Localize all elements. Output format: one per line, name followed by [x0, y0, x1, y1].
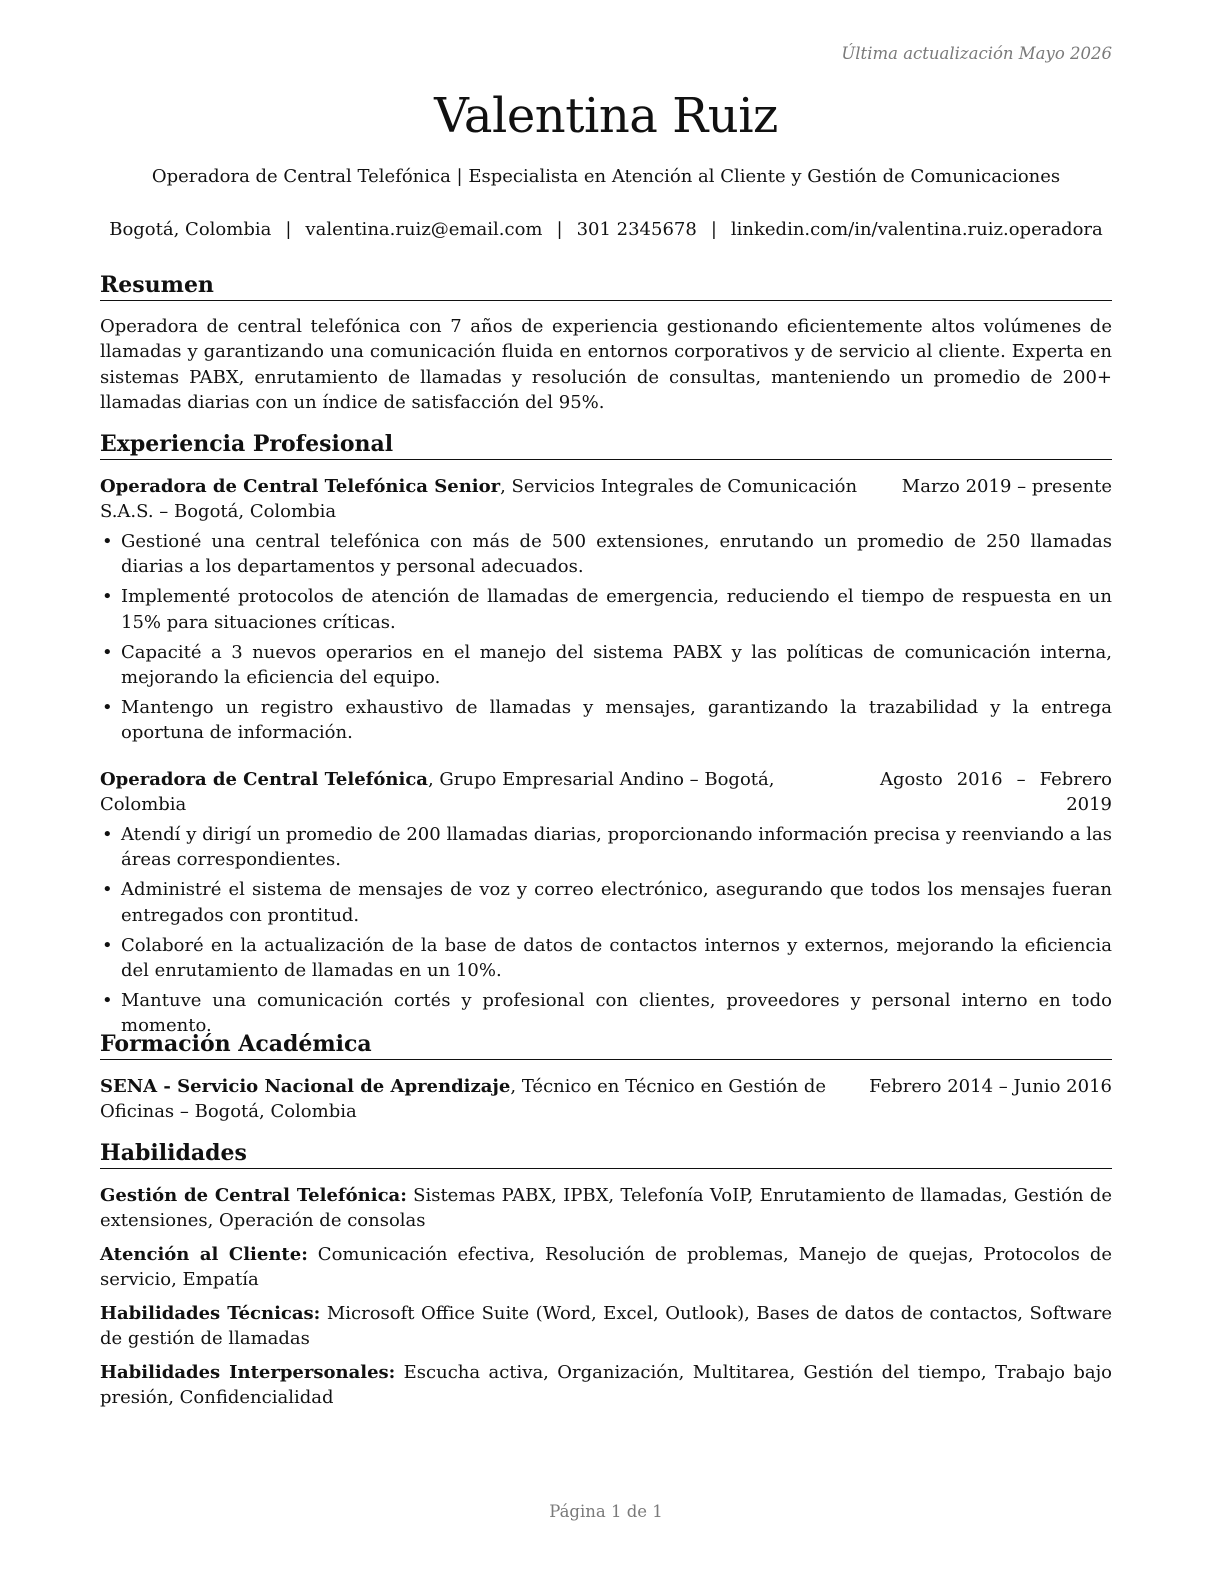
section-title-experience: Experiencia Profesional: [100, 430, 1112, 460]
contact-line: [100, 219, 1112, 240]
skill-group: [100, 1242, 1112, 1293]
contact-separator: |: [556, 219, 563, 240]
skill-group: [100, 1360, 1112, 1411]
skill-group-label: Atención al Cliente:: [100, 1244, 308, 1265]
job-company: , Grupo Empresarial Andino – Bogotá, Colombia: [100, 769, 775, 815]
skill-group-text: Sistemas PABX, IPBX, Telefonía VoIP, Enrutamiento de llamadas, Gestión de extensiones, Operación de consolas: [100, 1185, 1113, 1232]
list-item: • Mantuve una comunicación cortés y profesional con clientes, proveedores y personal interno en todo momento.: [102, 989, 1112, 1037]
page-number: Página 1 de 1: [549, 1502, 663, 1521]
job-dates: Agosto 2016 – Febrero 2019: [880, 769, 1112, 815]
contact-phone: 301 2345678: [576, 219, 697, 240]
resume-page: [100, 0, 1112, 1584]
bullet-icon: •: [102, 531, 113, 552]
contact-location: Bogotá, Colombia: [109, 219, 272, 240]
candidate-tagline: Operadora de Central Telefónica | Especialista en Atención al Cliente y Gestión de Comunicaciones: [151, 166, 1061, 187]
candidate-name: Valentina Ruiz: [434, 88, 778, 144]
skill-group-label: Gestión de Central Telefónica:: [100, 1185, 407, 1206]
section-title-summary: Resumen: [100, 271, 1112, 301]
bullet-icon: •: [102, 879, 113, 901]
education-entry: [100, 1074, 1112, 1124]
bullet-icon: •: [102, 641, 113, 663]
skill-group-text: Escucha activa, Organización, Multitarea, Gestión del tiempo, Trabajo bajo presión, Confidencialidad: [100, 1362, 1112, 1409]
list-item: • Colaboré en la actualización de la base de datos de contactos internos y externos, mejorando la eficiencia del enrutamiento de llamadas en un 10%.: [102, 934, 1112, 981]
list-item: • Implementé protocolos de atención de llamadas de emergencia, reduciendo el tiempo de respuesta en un 15% para situaciones críticas.: [102, 586, 1112, 633]
contact-separator: |: [710, 219, 717, 240]
job-company: , Servicios Integrales de Comunicación S.A.S. – Bogotá, Colombia: [100, 476, 858, 522]
skill-group: [100, 1301, 1112, 1352]
list-item: • Gestioné una central telefónica con más de 500 extensiones, enrutando un promedio de 250 llamadas diarias a los departamentos y personal adecuados.: [102, 531, 1112, 578]
skill-group-text: Microsoft Office Suite (Word, Excel, Outlook), Bases de datos de contactos, Software de gestión de llamadas: [100, 1303, 1113, 1350]
job-header: [100, 767, 1112, 817]
skill-group: [100, 1183, 1112, 1234]
education-institution: SENA - Servicio Nacional de Aprendizaje: [100, 1076, 511, 1097]
list-item: • Mantengo un registro exhaustivo de llamadas y mensajes, garantizando la trazabilidad y la entrega oportuna de información.: [102, 696, 1112, 744]
bullet-icon: •: [102, 586, 113, 608]
skill-group-label: Habilidades Técnicas:: [100, 1303, 321, 1324]
skill-group-label: Habilidades Interpersonales:: [100, 1362, 396, 1383]
job-role: Operadora de Central Telefónica: [100, 769, 428, 790]
education-degree: , Técnico en Técnico en Gestión de Oficinas – Bogotá, Colombia: [100, 1076, 826, 1122]
bullet-icon: •: [102, 696, 113, 718]
list-item: • Administré el sistema de mensajes de voz y correo electrónico, asegurando que todos los mensajes fueran entregados con prontitud.: [102, 879, 1112, 926]
last-updated-note: Última actualización Mayo 2026: [841, 44, 1112, 63]
job-bullets: [100, 529, 1112, 750]
contact-linkedin[interactable]: linkedin.com/in/valentina.ruiz.operadora: [730, 219, 1103, 240]
job-dates: Marzo 2019 – presente: [901, 476, 1112, 497]
list-item: • Capacité a 3 nuevos operarios en el manejo del sistema PABX y las políticas de comunicación interna, mejorando la eficiencia del equipo.: [102, 641, 1112, 688]
job-role: Operadora de Central Telefónica Senior: [100, 476, 501, 497]
bullet-icon: •: [102, 989, 113, 1011]
skill-group-text: Comunicación efectiva, Resolución de problemas, Manejo de quejas, Protocolos de servicio, Empatía: [100, 1244, 1112, 1291]
education-dates: Febrero 2014 – Junio 2016: [869, 1076, 1112, 1097]
list-item: • Atendí y dirigí un promedio de 200 llamadas diarias, proporcionando información precisa y reenviando a las áreas correspondientes.: [102, 824, 1112, 871]
bullet-icon: •: [102, 934, 113, 956]
summary-text: Operadora de central telefónica con 7 años de experiencia gestionando eficientemente altos volúmenes de llamadas y garantizando una comunicación fluida en entornos corporativos y de servicio al cliente. Experta en sistemas PABX, enrutamiento de llamadas y resolución de consultas, manteniendo un promedio de 200+ llamadas diarias con un índice de satisfacción del 95%.: [100, 316, 1112, 413]
section-title-skills: Habilidades: [100, 1139, 1112, 1169]
section-title-education: Formación Académica: [100, 1030, 1112, 1060]
contact-separator: |: [285, 219, 292, 240]
job-header: [100, 474, 1112, 524]
contact-email[interactable]: valentina.ruiz@email.com: [305, 219, 543, 240]
bullet-icon: •: [102, 824, 113, 845]
job-bullets: [100, 822, 1112, 1043]
